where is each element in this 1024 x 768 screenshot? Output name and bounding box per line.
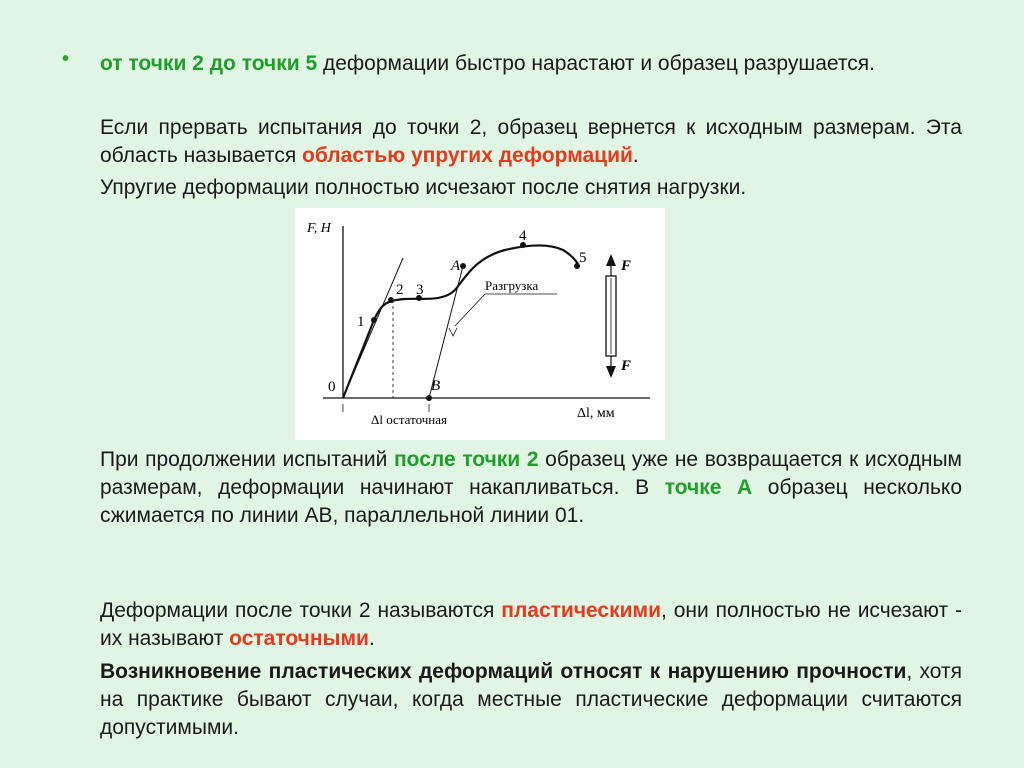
p3-text: Упругие деформации полностью исчезают после снятия нагрузки. xyxy=(100,176,747,199)
bullet-marker: • xyxy=(62,48,70,70)
y-axis-label: F, Н xyxy=(307,221,331,236)
p5-t1: Деформации после точки 2 называются xyxy=(100,599,502,622)
origin-label: 0 xyxy=(328,379,336,395)
paragraph-5 xyxy=(100,597,962,653)
point-5-label: 5 xyxy=(579,250,587,266)
p5-h2: остаточными xyxy=(229,627,369,650)
p4-h2: точке А xyxy=(664,476,753,499)
point-b-label: B xyxy=(431,378,441,394)
stress-strain-diagram xyxy=(295,208,665,440)
point-4-label: 4 xyxy=(519,228,527,244)
p6-t1: , хотя на практике бывают случаи, когда местные пластические деформации считаются допустимыми. xyxy=(100,660,963,739)
paragraph-4 xyxy=(100,446,962,530)
p2-text: Если прервать испытания до точки 2, образец вернется к исходным размерам. Эта область называется xyxy=(100,116,962,167)
p2-highlight: областью упругих деформаций xyxy=(302,144,633,167)
p1-rest: деформации быстро нарастают и образец разрушается. xyxy=(317,52,875,75)
point-2-label: 2 xyxy=(396,282,404,298)
paragraph-6 xyxy=(100,658,962,742)
point-1-label: 1 xyxy=(357,314,365,330)
force-arrow-down-icon xyxy=(606,366,616,378)
point-a-marker xyxy=(460,263,466,269)
load-curve xyxy=(343,246,579,399)
point-3-label: 3 xyxy=(416,282,424,298)
p4-t2: образец уже не возвращается к исходным размерам, деформации начинают накапливаться. В xyxy=(100,448,962,499)
unload-pointer xyxy=(455,294,485,326)
paragraph-1 xyxy=(100,50,962,78)
paragraph-2 xyxy=(100,114,962,170)
diagram-svg xyxy=(295,208,665,440)
p2-end: . xyxy=(632,144,639,167)
p1-lead: от точки 2 до точки 5 xyxy=(100,52,318,75)
residual-label: Δl остаточная xyxy=(371,412,448,427)
unload-label: Разгрузка xyxy=(485,278,539,293)
force-label-top: F xyxy=(621,258,632,274)
point-b-marker xyxy=(426,395,432,401)
unload-arrowhead-icon xyxy=(449,328,457,336)
point-1-marker xyxy=(371,317,377,323)
p6-b1: Возникновение пластических деформаций относят к нарушению прочности xyxy=(100,660,907,683)
p4-t3: образец несколько сжимается по линии АВ, параллельной линии 01. xyxy=(100,476,963,527)
point-a-label: A xyxy=(451,258,461,274)
p4-t1: При продолжении испытаний xyxy=(100,448,394,471)
force-arrow-up-icon xyxy=(606,254,616,266)
force-label-bottom: F xyxy=(621,358,632,374)
p4-h1: после точки 2 xyxy=(394,448,539,471)
p5-h1: пластическими xyxy=(501,599,661,622)
point-2-marker xyxy=(388,297,394,303)
paragraph-3 xyxy=(100,174,962,202)
p5-t2: , они полностью не исчезают - их называют xyxy=(100,599,962,650)
x-axis-label: Δl, мм xyxy=(577,406,615,421)
p5-t3: . xyxy=(368,627,375,650)
